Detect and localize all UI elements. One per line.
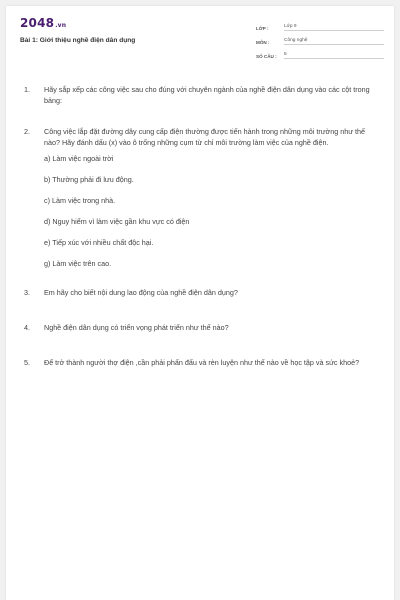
question-text: Công việc lắp đặt đường dây cung cấp điện thường được tiến hành trong những môi trường như thế nào? Hãy đánh dấu (x) vào ô trống những cụm từ chỉ môi trường làm việc của nghề điện. [44,127,366,147]
meta-value: Công nghệ [284,38,384,45]
option-item: d) Nguy hiểm vì làm việc gần khu vực có điện [44,217,190,226]
option-item: b) Thường phải đi lưu động. [44,175,134,184]
question-list [24,84,374,368]
question-number: 1. [24,85,30,94]
logo-text: 2048 [20,16,55,30]
lesson-title: Bài 1: Giới thiệu nghề điện dân dụng [20,37,136,44]
meta-label: LỚP : [256,26,269,31]
question-text: Em hãy cho biết nội dung lao động của nghề điện dân dụng? [44,288,238,297]
option-item: c) Làm việc trong nhà. [44,196,116,205]
meta-info [256,20,384,62]
question-4 [24,322,374,333]
meta-row-class [256,20,384,31]
question-2 [24,126,374,148]
site-logo[interactable] [20,16,66,30]
question-text: Hãy sắp xếp các công việc sau cho đúng với chuyên ngành của nghề điện dân dụng vào các cột trong bảng: [44,85,370,105]
question-1 [24,84,374,106]
question-text: Để trở thành người thợ điện ,cần phải phấn đấu và rèn luyện như thế nào về học tập và sức khoẻ? [44,358,360,367]
meta-label: SỐ CÂU : [256,54,277,59]
question-text: Nghề điện dân dụng có triển vọng phát triển như thế nào? [44,323,229,332]
meta-row-subject [256,34,384,45]
question-number: 5. [24,358,30,367]
question-3 [24,287,374,298]
answer-options [44,153,374,279]
question-number: 2. [24,127,30,136]
meta-value: Lớp 9 [284,24,384,31]
question-5 [24,357,374,368]
worksheet-page [6,6,394,600]
question-number: 4. [24,323,30,332]
option-item: e) Tiếp xúc với nhiều chất độc hại. [44,238,154,247]
option-item: g) Làm việc trên cao. [44,259,112,268]
meta-value: 5 [284,52,384,59]
logo-suffix: .vn [55,22,67,29]
question-number: 3. [24,288,30,297]
meta-row-count [256,48,384,59]
meta-label: MÔN : [256,40,270,45]
option-item: a) Làm việc ngoài trời [44,154,114,163]
